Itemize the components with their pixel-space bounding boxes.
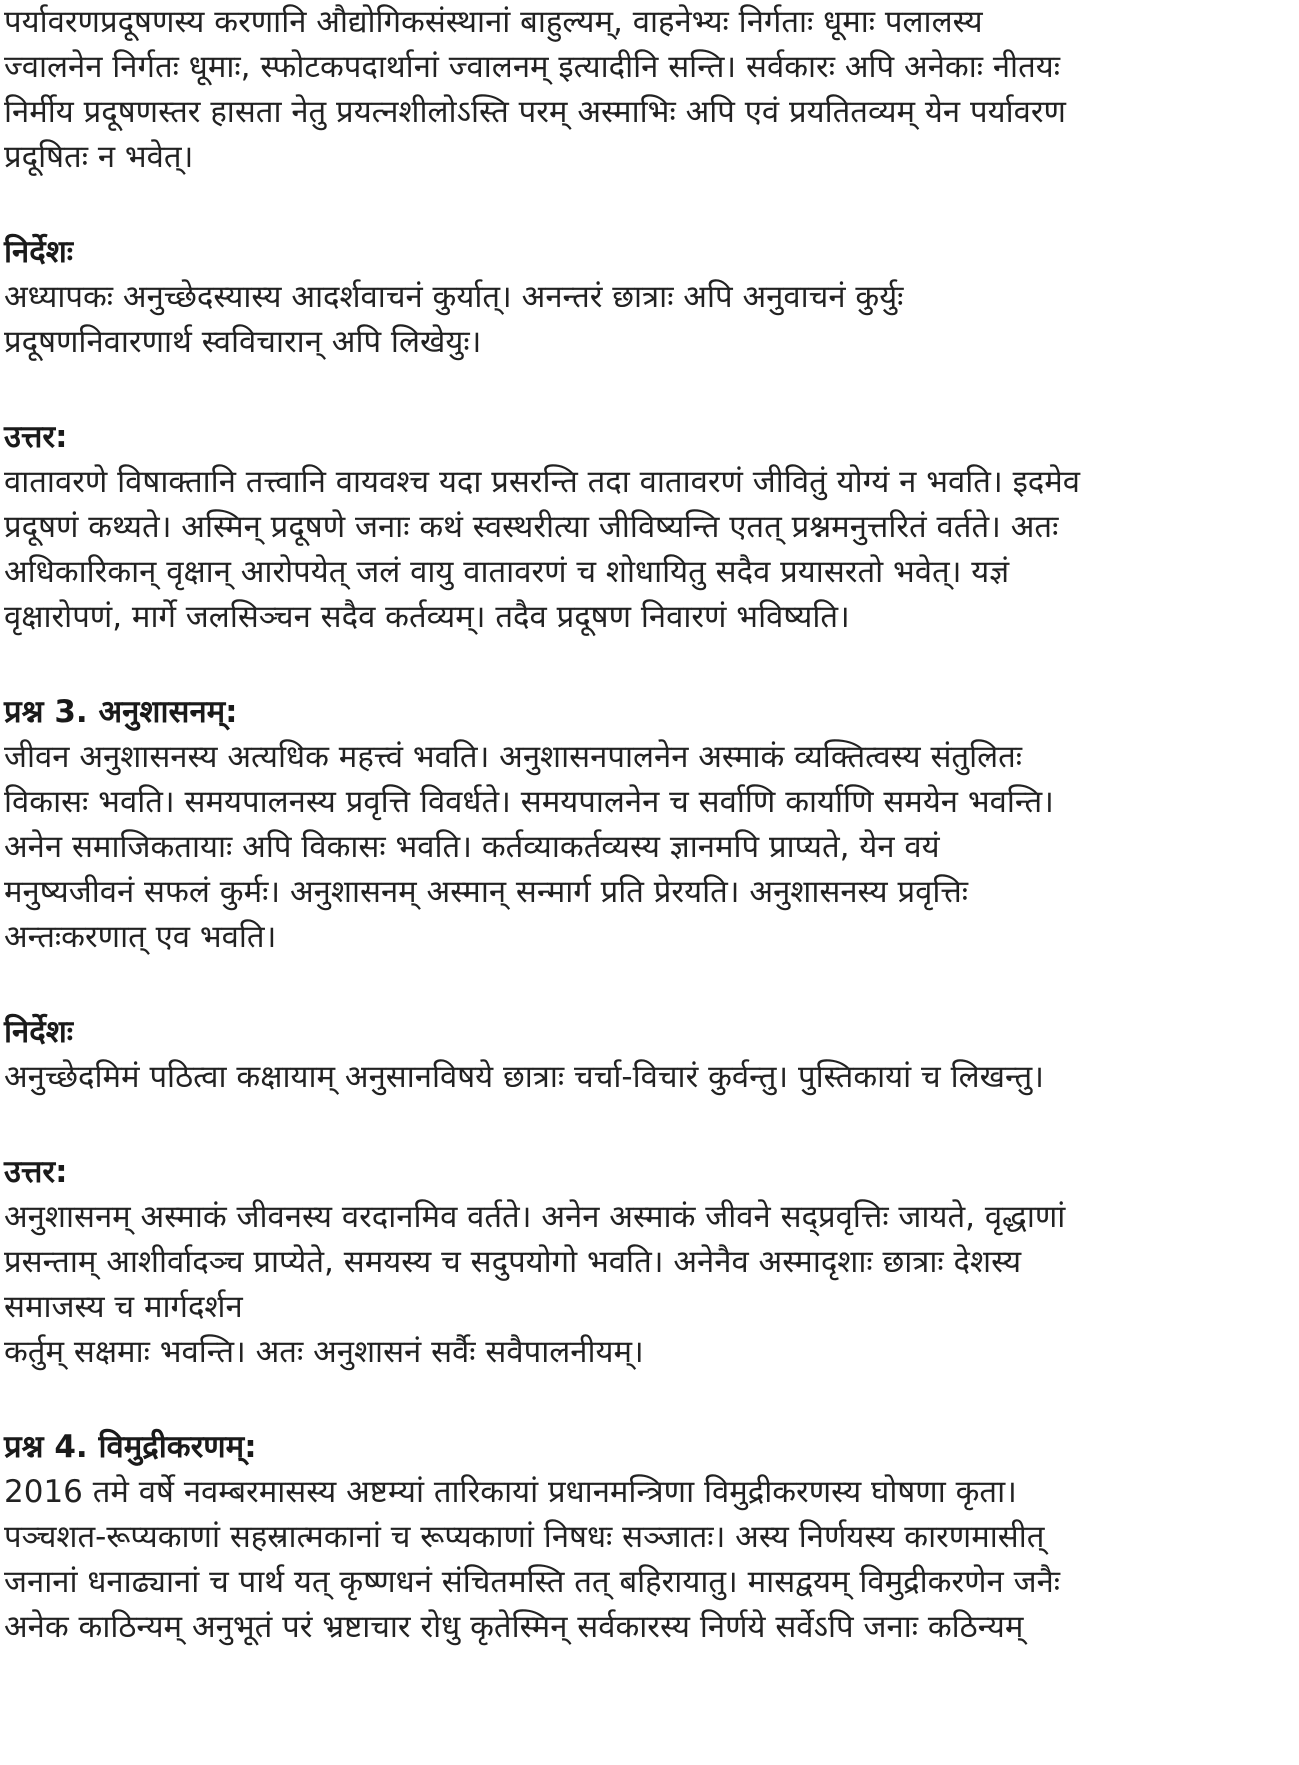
paragraph-pollution-causes: पर्यावरणप्रदूषणस्य करणानि औद्योगिकसंस्थानां बाहुल्यम्, वाहनेभ्यः निर्गताः धूमाः पलालस्य ज्वालनेन निर्गतः धूमाः, स्फोटकपदार्थानां ज्वालनम् इत्यादीनि सन्ति। सर्वकारः अपि अनेकाः नीतयः निर्मीय प्रदूषणस्तर हासता नेतु प्रयत्नशीलोऽस्ति परम् अस्माभिः अपि एवं प्रयतितव्यम् येन पर्यावरण प्रदूषितः न भवेत्। [4, 4, 1066, 175]
heading-question-3: प्रश्न 3. अनुशासनम्: [4, 694, 238, 730]
spacer [4, 1100, 1294, 1150]
paragraph-discipline: जीवन अनुशासनस्य अत्यधिक महत्त्वं भवति। अनुशासनपालनेन अस्माकं व्यक्तित्वस्य संतुलितः विकासः भवति। समयपालनस्य प्रवृत्ति विवर्धते। समयपालनेन च सर्वाणि कार्याणि समयेन भवन्ति। अनेन समाजिकतायाः अपि विकासः भवति। कर्तव्याकर्तव्यस्य ज्ञानमपि प्राप्यते, येन वयं मनुष्यजीवनं सफलं कुर्मः। अनुशासनम् अस्मान् सन्मार्ग प्रति प्रेरयति। अनुशासनस्य प्रवृत्तिः अन्तःकरणात् एव भवति। [4, 739, 1054, 955]
heading-instruction-2: निर्देशः [4, 1014, 74, 1050]
spacer [4, 180, 1294, 230]
spacer [4, 640, 1294, 690]
document-page [4, 0, 1294, 1650]
heading-answer-1: उत्तर: [4, 419, 68, 455]
heading-question-4: प्रश्न 4. विमुद्रीकरणम्: [4, 1429, 257, 1465]
spacer [4, 1375, 1294, 1425]
paragraph-answer-1: वातावरणे विषाक्तानि तत्त्वानि वायवश्च यदा प्रसरन्ति तदा वातावरणं जीवितुं योग्यं न भवति। इदमेव प्रदूषणं कथ्यते। अस्मिन् प्रदूषणे जनाः कथं स्वस्थरीत्या जीविष्यन्ति एतत् प्रश्नमनुत्तरितं वर्तते। अतः अधिकारिकान् वृक्षान् आरोपयेत् जलं वायु वातावरणं च शोधायितु सदैव प्रयासरतो भवेत्। यज्ञं वृक्षारोपणं, मार्गे जलसिञ्चन सदैव कर्तव्यम्। तदैव प्रदूषण निवारणं भविष्यति। [4, 464, 1081, 635]
paragraph-answer-2: अनुशासनम् अस्माकं जीवनस्य वरदानमिव वर्तते। अनेन अस्माकं जीवने सद्प्रवृत्तिः जायते, वृद्धाणां प्रसन्ताम् आशीर्वादञ्च प्राप्येते, समयस्य च सदुपयोगो भवति। अनेनैव अस्मादृशाः छात्राः देशस्य समाजस्य च मार्गदर्शन कर्तुम् सक्षमाः भवन्ति। अतः अनुशासनं सर्वैः सवैपालनीयम्। [4, 1199, 1066, 1370]
spacer [4, 365, 1294, 415]
paragraph-demonetisation: 2016 तमे वर्षे नवम्बरमासस्य अष्टम्यां तारिकायां प्रधानमन्त्रिणा विमुद्रीकरणस्य घोषणा कृता। पञ्चशत-रूप्यकाणां सहस्रात्मकानां च रूप्यकाणां निषधः सञ्जातः। अस्य निर्णयस्य कारणमासीत् जनानां धनाढ्यानां च पार्थ यत् कृष्णधनं संचितमस्ति तत् बहिरायातु। मासद्वयम् विमुद्रीकरणेन जनैः अनेक काठिन्यम् अनुभूतं परं भ्रष्टाचार रोधु कृतेस्मिन् सर्वकारस्य निर्णये सर्वेऽपि जनाः कठिन्यम् [4, 1474, 1061, 1645]
heading-answer-2: उत्तर: [4, 1154, 68, 1190]
heading-instruction-1: निर्देशः [4, 234, 74, 270]
paragraph-instruction-2: अनुच्छेदमिमं पठित्वा कक्षायाम् अनुसानविषये छात्राः चर्चा-विचारं कुर्वन्तु। पुस्तिकायां च लिखन्तु। [4, 1059, 1044, 1095]
paragraph-instruction-1: अध्यापकः अनुच्छेदस्यास्य आदर्शवाचनं कुर्यात्। अनन्तरं छात्राः अपि अनुवाचनं कुर्युः प्रदूषणनिवारणार्थ स्वविचारान् अपि लिखेयुः। [4, 279, 904, 360]
spacer [4, 960, 1294, 1010]
